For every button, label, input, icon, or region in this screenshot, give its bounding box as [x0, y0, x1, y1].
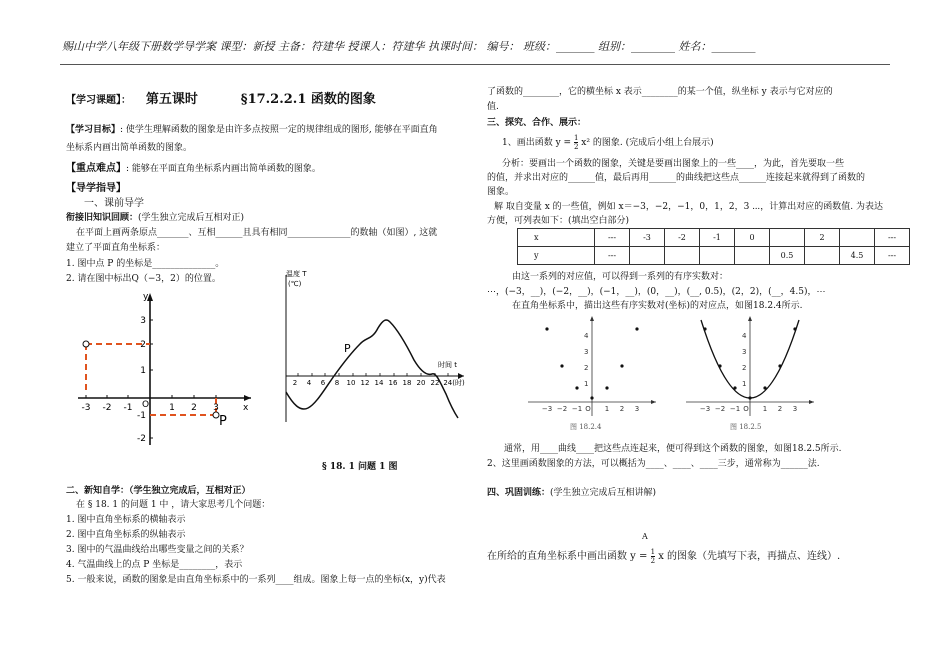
- review-label: 衔接旧知识回顾：: [66, 213, 139, 223]
- fig-a-x-tick: 1: [604, 405, 610, 413]
- frac-num-2: 1: [650, 548, 656, 556]
- new-q1: 1. 图中直角坐标系的横轴表示: [66, 515, 186, 525]
- practice-task-rest: x 的图象（先填写下表，再描点、连线）.: [658, 551, 841, 562]
- table-cell: 4.5: [840, 247, 875, 265]
- temp-x-tick: 16: [388, 379, 398, 387]
- analysis-line1: 分析：要画出一个函数的图象，关键是要画出图象上的一些____，为此，首先要取一些: [502, 159, 845, 169]
- table-cell: ---: [595, 229, 630, 247]
- temp-x-ticks: [293, 378, 465, 387]
- table-cell: ---: [595, 247, 630, 265]
- key-row: [66, 163, 321, 175]
- coord-y-ticks: [137, 316, 146, 444]
- coord-y-tick: 3: [140, 316, 146, 326]
- fraction-half: [574, 134, 578, 151]
- fig-b-y-tick: 4: [742, 332, 747, 340]
- fig-b-x-tick: 1: [762, 405, 768, 413]
- guide-label: 【导学指导】: [66, 183, 126, 194]
- table-cell: ---: [875, 247, 910, 265]
- cont-line2: 值.: [487, 102, 499, 112]
- temp-x-tick: 8: [334, 379, 340, 387]
- coord-x-tick: 2: [191, 403, 197, 413]
- temp-x-tick: 22: [430, 379, 440, 387]
- practice-note: (学生独立完成后互相讲解): [550, 488, 657, 498]
- fig-b-x-tick: O: [743, 405, 749, 413]
- table-cell: -2: [665, 229, 700, 247]
- exercise-1-rest: x² 的图象. (完成后小组上台展示): [581, 138, 714, 148]
- pairs-line1: 由这一系列的对应值，可以得到一系列的有序实数对：: [512, 272, 729, 282]
- exercise-1-text: 1、画出函数 y =: [502, 138, 572, 148]
- temperature-chart: [268, 270, 468, 430]
- practice-task: [487, 548, 840, 565]
- x-arrow: [244, 395, 251, 401]
- usual-line1: 通常，用____曲线____把这些点连起来，便可得到这个函数的图象，如图18.2.5所示.: [504, 444, 842, 454]
- figure-parabola: [680, 314, 820, 420]
- time-axis-title: 时间 t: [438, 361, 457, 369]
- table-row: [518, 247, 910, 265]
- new-q3: 3. 图中的气温曲线给出哪些变量之间的关系？: [66, 545, 249, 555]
- temp-x-tick: 4: [306, 379, 312, 387]
- fig-b-x-tick: 3: [792, 405, 798, 413]
- goal-line1: [66, 124, 438, 136]
- figure-caption: § 18. 1 问题 1 图: [322, 462, 398, 472]
- fig-b-x-tick: −2: [714, 405, 726, 413]
- temp-x-tick: 2: [292, 379, 298, 387]
- table-cell[interactable]: [840, 229, 875, 247]
- table-cell: x: [518, 229, 595, 247]
- question-1: 1. 图中点 P 的坐标是______________。: [66, 259, 225, 269]
- fig-a-x-ticks: [542, 405, 639, 413]
- stray-mark: A: [642, 532, 648, 541]
- coord-x-tick: 1: [169, 403, 175, 413]
- coordinate-plane: [66, 285, 261, 450]
- x-label: x: [243, 403, 249, 413]
- coord-y-tick: -1: [137, 411, 146, 421]
- temp-x-tick: 10: [346, 379, 356, 387]
- table-row: [518, 229, 910, 247]
- practice-row: [487, 487, 656, 499]
- origin-label: O: [142, 400, 150, 410]
- fig-b-caption: 图 18.2.5: [730, 423, 762, 431]
- table-cell: 2: [805, 229, 840, 247]
- goal-text: : 使学生理解函数的图象是由许多点按照一定的规律组成的图形, 能够在平面直角: [120, 125, 438, 135]
- fig-a-x-tick: 2: [619, 405, 625, 413]
- table-cell[interactable]: [770, 229, 805, 247]
- table-cell: -3: [630, 229, 665, 247]
- key-text: : 能够在平面直角坐标系内画出简单函数的图象。: [126, 164, 321, 174]
- coord-x-tick: -1: [123, 403, 133, 413]
- table-cell[interactable]: [700, 247, 735, 265]
- table-cell[interactable]: [805, 247, 840, 265]
- fig-a-x-tick: −2: [556, 405, 568, 413]
- fraction-half-2: [651, 548, 655, 565]
- page-header: 赐山中学八年级下册数学导学案 课型：新授 主备：符建华 授课人：符建华 执课时间： 编号： 班级：_______ 组别：________ 姓名：________: [62, 40, 756, 53]
- temp-axis-unit: (℃): [288, 280, 302, 288]
- coord-y-tick: 2: [140, 340, 146, 350]
- fig-a-y-tick: 2: [584, 364, 589, 372]
- practice-title: 四、巩固训练：: [487, 488, 551, 498]
- value-table: [517, 228, 910, 265]
- new-q4: 4. 气温曲线上的点 P 坐标是________，表示: [66, 560, 243, 570]
- analysis-line2: 的值，并求出对应的______值，最后再用______的曲线把这些点______连接起来就得到了函数的: [487, 173, 866, 183]
- temperature-curve: [286, 320, 458, 418]
- review-line1: 在平面上画两条原点_______、互相______且具有相同______________的数轴（如图）, 这就: [76, 228, 438, 238]
- explore-title: 三、探究、合作、展示：: [487, 118, 587, 128]
- table-cell: 0.5: [770, 247, 805, 265]
- fig-b-y-ticks: [742, 332, 747, 388]
- pairs-line2: ⋯，(−3，__)，(−2，__)，(−1，__)，(0，__)，(__, 0.5)，(2，2)，(__，4.5)，⋯: [487, 287, 826, 297]
- fig-b-y-tick: 3: [742, 348, 747, 356]
- fig-a-caption: 图 18.2.4: [570, 423, 602, 431]
- question-2: 2. 请在图中标出Q（−3，2）的位置。: [66, 274, 221, 284]
- temp-x-tick: 24(时): [443, 379, 465, 387]
- key-label: 【重点难点】: [66, 163, 126, 174]
- solve-line1: 解 取自变量 x 的一些值，例如 x＝−3，−2，−1，0，1，2，3 ⋯，计算出对应的函数值. 为表达: [494, 202, 883, 212]
- review-note: (学生独立完成后互相对正): [138, 213, 245, 223]
- fig-a-y-tick: 3: [584, 348, 589, 356]
- frac-num: 1: [573, 134, 579, 142]
- table-cell[interactable]: [735, 247, 770, 265]
- fig-a-x-tick: 3: [634, 405, 640, 413]
- fig-b-y-tick: 1: [742, 380, 747, 388]
- solve-line2: 方便，可列表如下：(填出空白部分): [487, 216, 630, 226]
- fig-a-x-tick: −1: [571, 405, 583, 413]
- p-label: P: [219, 414, 227, 429]
- q-point: [83, 341, 89, 347]
- table-cell[interactable]: [665, 247, 700, 265]
- review-line2: 建立了平面直角坐标系：: [66, 243, 166, 253]
- frac-den: 2: [573, 143, 579, 151]
- analysis-line3: 图象。: [487, 187, 515, 197]
- fig-b-x-tick: −3: [699, 405, 711, 413]
- temp-x-tick: 20: [416, 379, 426, 387]
- temp-x-tick: 6: [320, 379, 326, 387]
- topic-label: 【学习课题】：: [66, 95, 131, 106]
- cont-line1: 了函数的________，它的横坐标 x 表示________的某一个值，纵坐标 y 表示与它对应的: [487, 87, 833, 97]
- coord-y-tick: -2: [137, 434, 146, 444]
- usual-line2: 2、这里画函数图象的方法，可以概括为____、____、____三步，通常称为______法.: [487, 459, 820, 469]
- temp-x-tick: 18: [402, 379, 412, 387]
- new-title: 二、新知自学：（学生独立完成后，互相对正）: [66, 486, 251, 496]
- fig-a-x-tick: −3: [541, 405, 553, 413]
- fig-a-y-ticks: [584, 332, 589, 388]
- new-line1: 在 § 18. 1 的问题 1 中 ，请大家思考几个问题：: [76, 500, 271, 510]
- section-title: §17.2.2.1 函数的图象: [240, 92, 376, 107]
- fig-b-x-tick: −1: [729, 405, 741, 413]
- new-q5: 5. 一般来说，函数的图象是由直角坐标系中的一系列____组成。图象上每一点的坐标(x，y)代表: [66, 575, 446, 585]
- table-cell[interactable]: [630, 247, 665, 265]
- fig-a-x-tick: O: [585, 405, 591, 413]
- temp-p-label: P: [344, 342, 351, 355]
- y-label: y: [143, 292, 149, 302]
- fig-b-y-tick: 2: [742, 364, 747, 372]
- fig-a-y-tick: 4: [584, 332, 589, 340]
- new-q2: 2. 图中直角坐标系的纵轴表示: [66, 530, 186, 540]
- frac-den-2: 2: [650, 557, 656, 565]
- temp-x-tick: 14: [374, 379, 384, 387]
- table-cell: y: [518, 247, 595, 265]
- table-cell: 0: [735, 229, 770, 247]
- pre-title: 一、课前导学: [84, 198, 144, 209]
- lesson-title: 第五课时: [145, 92, 198, 107]
- fig-a-y-tick: 1: [584, 380, 589, 388]
- topic-row: [66, 94, 376, 107]
- coord-x-tick: 3: [213, 403, 219, 413]
- coord-y-tick: 1: [140, 366, 146, 376]
- figure-points: [522, 314, 662, 420]
- goal-label: 【学习目标】: [66, 125, 121, 135]
- fig-b-x-ticks: [700, 405, 797, 413]
- coord-x-tick: -3: [81, 403, 91, 413]
- review-row: [66, 212, 244, 224]
- pairs-line3: 在直角坐标系中，描出这些有序实数对(坐标)的对应点，如图18.2.4所示.: [512, 301, 803, 311]
- coord-x-tick: -2: [102, 403, 112, 413]
- practice-task-text: 在所给的直角坐标系中画出函数 y =: [487, 551, 648, 562]
- temp-x-tick: 12: [360, 379, 370, 387]
- temp-axis-title: 温度 T: [286, 270, 307, 278]
- table-cell: -1: [700, 229, 735, 247]
- fig-b-x-tick: 2: [777, 405, 783, 413]
- table-cell: ---: [875, 229, 910, 247]
- exercise-1: [502, 134, 714, 151]
- goal-line2: 坐标系内画出简单函数的图象。: [66, 143, 193, 153]
- header-rule: [60, 64, 890, 65]
